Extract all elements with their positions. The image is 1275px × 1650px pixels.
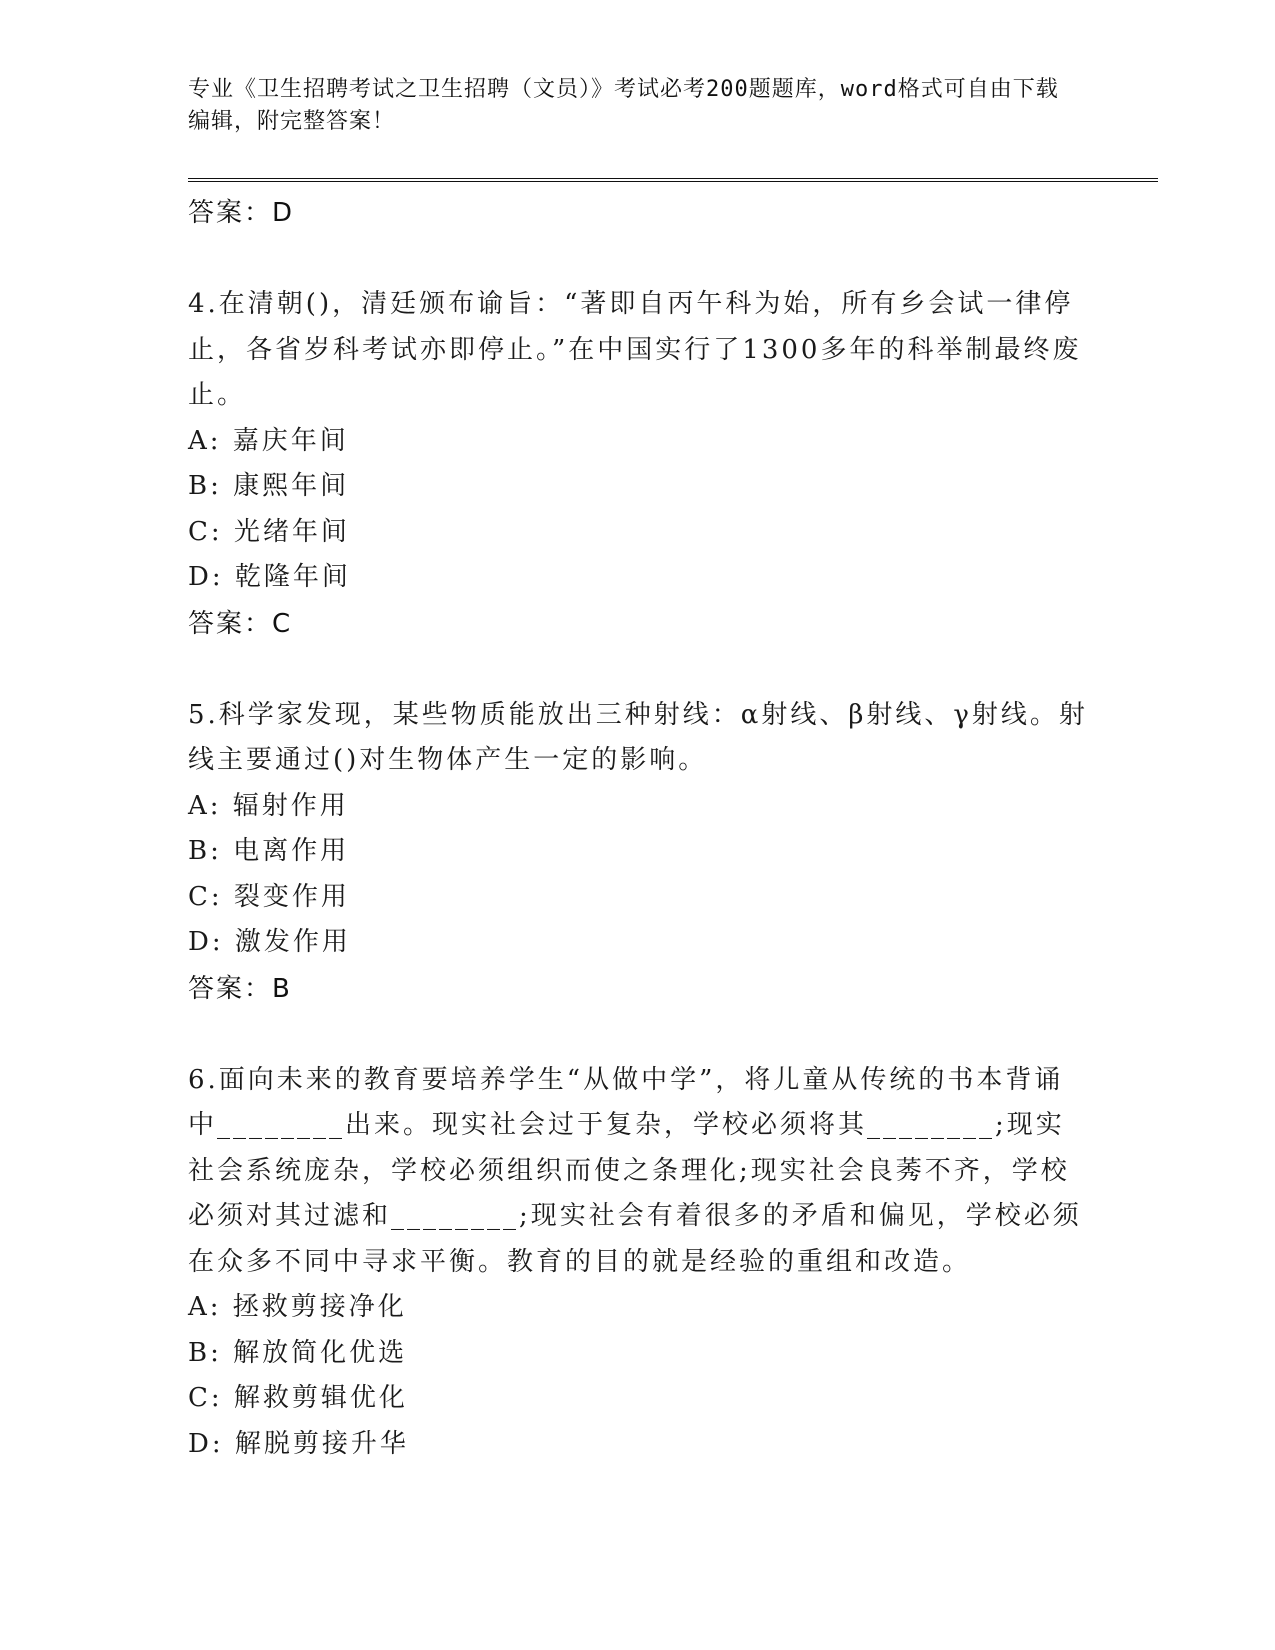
document-header-title: 专业《卫生招聘考试之卫生招聘（文员）》考试必考200题题库，word格式可自由下载编辑，附完整答案！ <box>188 77 1059 134</box>
question-4 <box>188 282 1088 647</box>
option-c: C: 解救剪辑优化 <box>188 1383 408 1413</box>
option-a: A: 辐射作用 <box>188 790 349 821</box>
answer-line: 答案：D <box>188 198 295 228</box>
option-d: D: 解脱剪接升华 <box>188 1428 409 1459</box>
header-divider <box>188 178 1158 182</box>
option-c: C: 光绪年间 <box>188 516 350 547</box>
answer-line: 答案：C <box>188 608 293 639</box>
document-body <box>188 190 1088 1467</box>
question-5 <box>188 693 1088 1012</box>
answer-line: 答案：B <box>188 973 292 1004</box>
option-d: D: 乾隆年间 <box>188 562 351 592</box>
option-a: A: 拯救剪接净化 <box>188 1292 407 1322</box>
option-b: B: 解放简化优选 <box>188 1337 408 1368</box>
option-c: C: 裂变作用 <box>188 881 350 912</box>
option-a: A: 嘉庆年间 <box>188 425 349 456</box>
option-b: B: 电离作用 <box>188 836 350 866</box>
question-stem: 4.在清朝()，清廷颁布谕旨：“著即自丙午科为始，所有乡会试一律停止，各省岁科考试亦即停止。”在中国实行了1300多年的科举制最终废止。 <box>188 289 1082 410</box>
option-d: D: 激发作用 <box>188 927 351 957</box>
option-b: B: 康熙年间 <box>188 471 350 501</box>
question-6 <box>188 1058 1088 1468</box>
question-stem: 5.科学家发现，某些物质能放出三种射线：α射线、β射线、γ射线。射线主要通过()对生物体产生一定的影响。 <box>188 699 1088 775</box>
question-stem: 6.面向未来的教育要培养学生“从做中学”，将儿童从传统的书本背诵中________出来。现实社会过于复杂，学校必须将其________;现实社会系统庞杂，学校必须组织而使之条理化;现实社会良莠不齐，学校必须对其过滤和________;现实社会有着很多的矛盾和偏见，学校必须在众多不同中寻求平衡。教育的目的就是经验的重组和改造。 <box>188 1064 1082 1277</box>
